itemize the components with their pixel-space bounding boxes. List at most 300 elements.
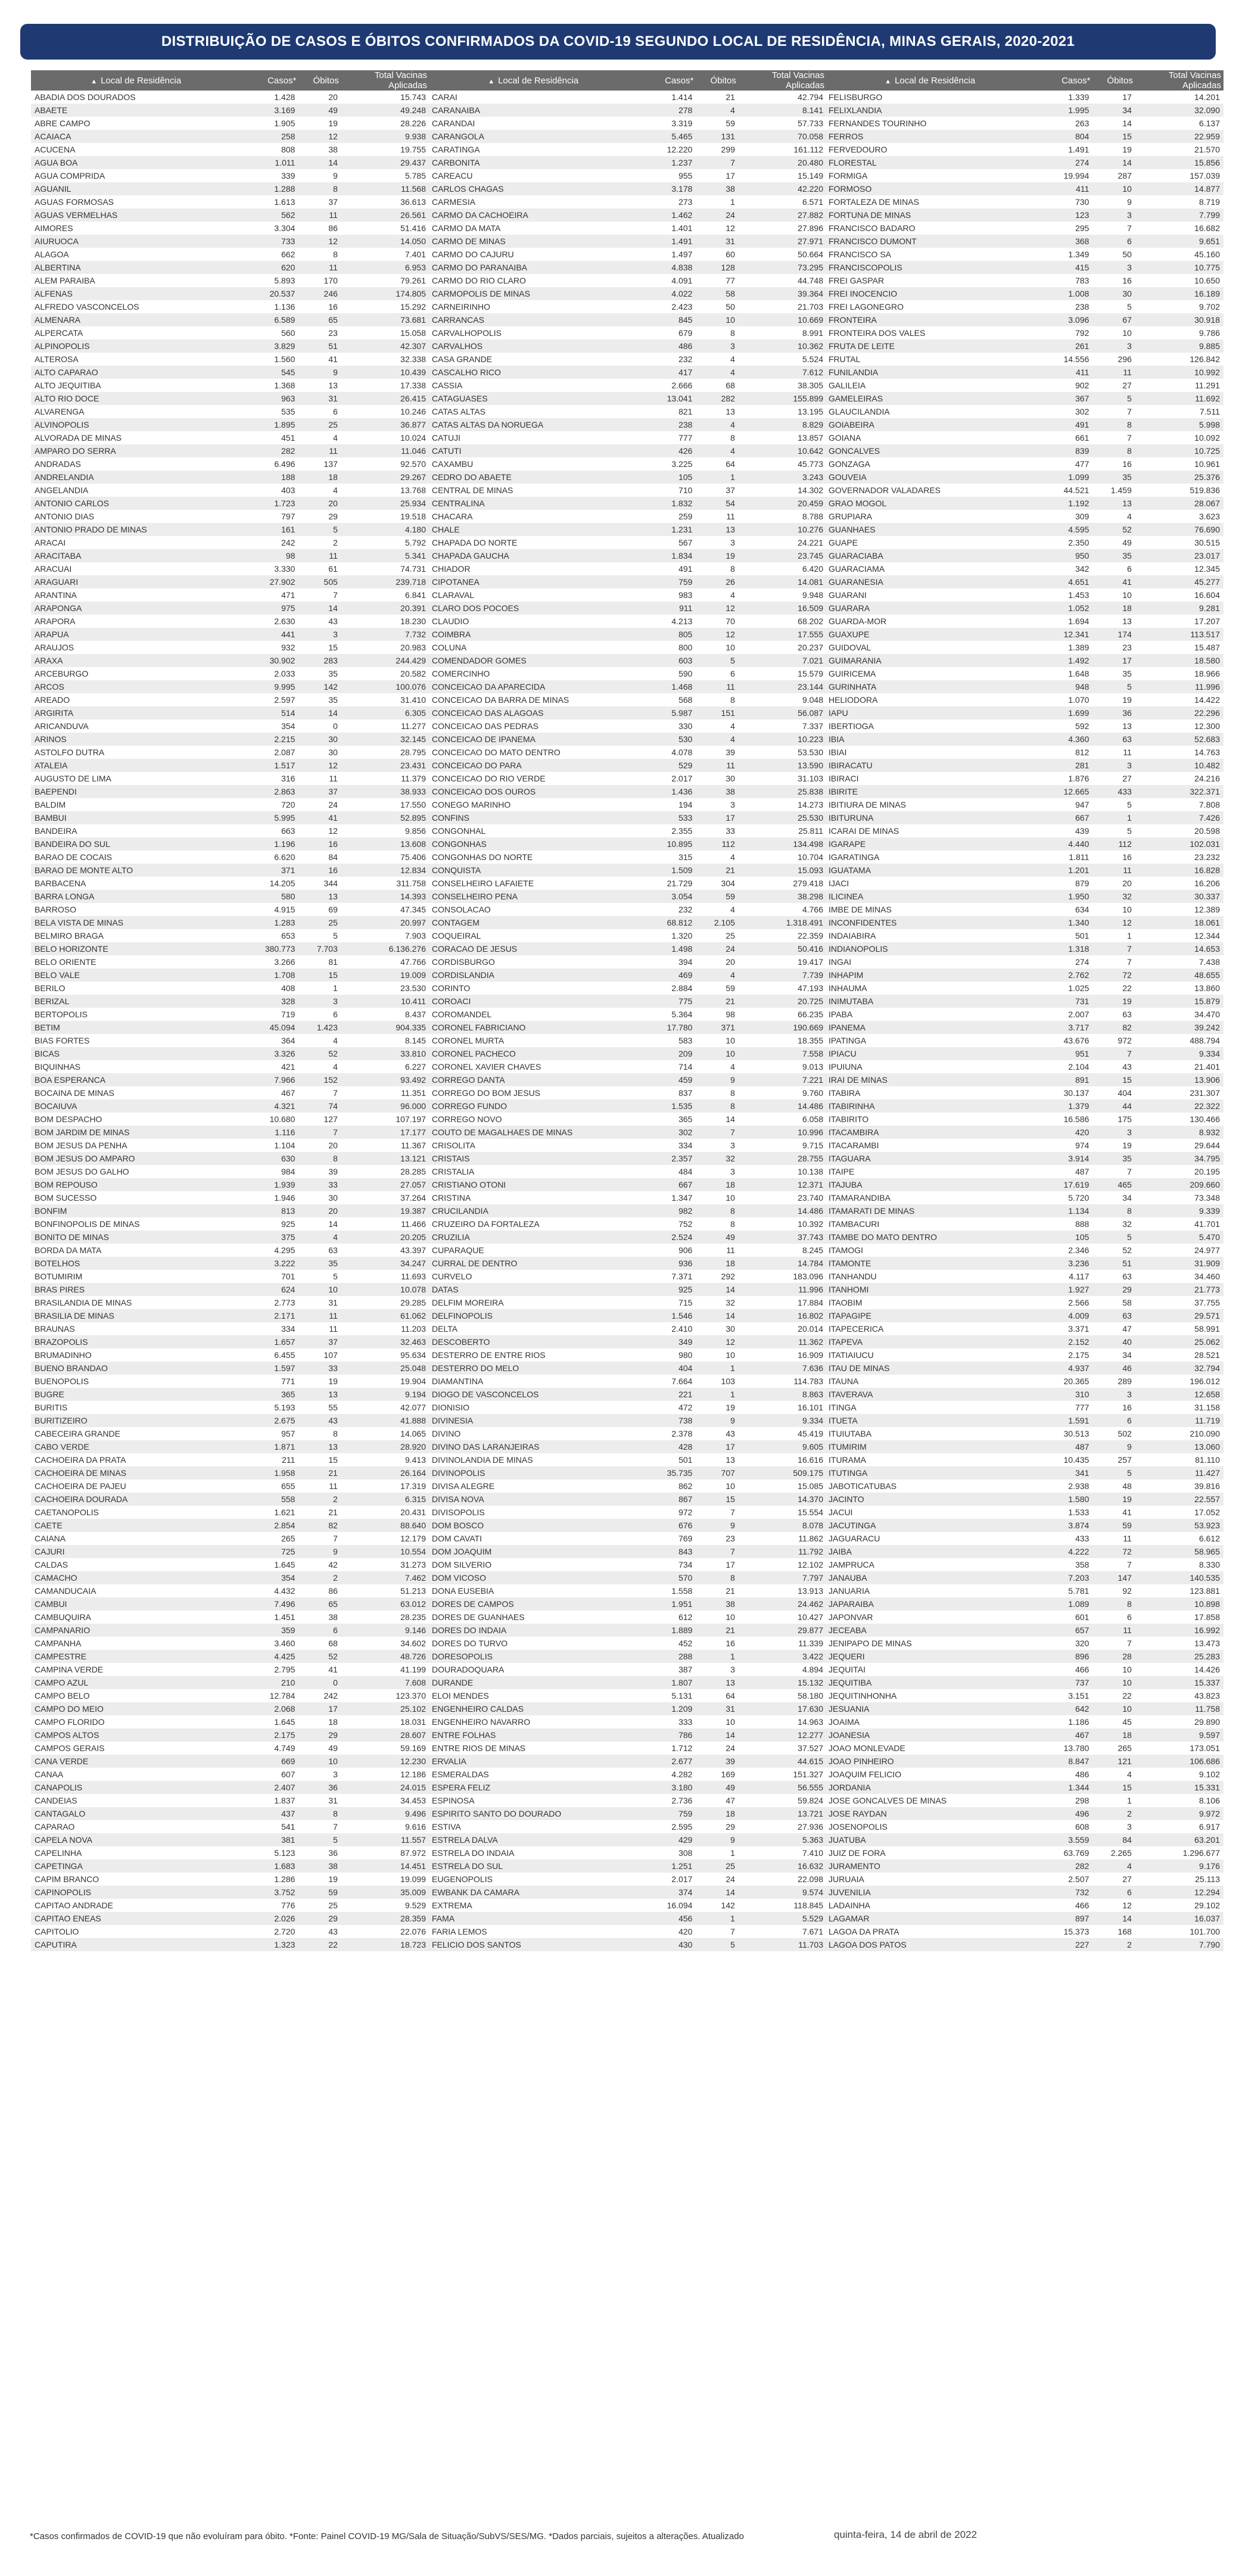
cell-cases: 1.134 <box>1035 1204 1092 1217</box>
cell-location: IJACI <box>829 879 849 888</box>
cell-vaccines: 5.341 <box>341 549 429 562</box>
table-row <box>31 864 429 877</box>
cell-cases: 1.251 <box>638 1859 696 1873</box>
cell-cases: 1.834 <box>638 549 696 562</box>
cell-location: ESPERA FELIZ <box>428 1781 638 1794</box>
cell-deaths: 502 <box>1117 1429 1132 1438</box>
cell-cases: 417 <box>638 366 696 379</box>
cell-cases: 467 <box>1035 1728 1092 1742</box>
cell-vaccines: 26.164 <box>341 1466 429 1479</box>
cell-location: ITAMBE DO MATO DENTRO <box>825 1231 1035 1244</box>
header-deaths[interactable] <box>1092 70 1135 91</box>
cell-deaths: 3 <box>1092 1126 1135 1139</box>
table-row <box>428 772 827 785</box>
cell-deaths: 10 <box>1122 1665 1132 1674</box>
cell-deaths: 12 <box>696 602 738 615</box>
table-row <box>31 1938 429 1951</box>
sort-ascending-icon[interactable]: ▲ <box>91 77 98 85</box>
cell-deaths: 13 <box>328 381 338 390</box>
cell-vaccines: 17.884 <box>798 1298 823 1307</box>
table-row <box>31 353 429 366</box>
header-cases[interactable] <box>1035 70 1092 91</box>
cell-deaths: 24 <box>726 1743 735 1753</box>
cell-cases: 1.837 <box>274 1796 295 1805</box>
cell-cases: 30.137 <box>1063 1088 1089 1098</box>
cell-location: CAMBUI <box>31 1597 241 1611</box>
cell-location: BELO HORIZONTE <box>31 942 241 955</box>
cell-vaccines: 157.039 <box>1190 171 1220 180</box>
cell-location: BRASILIA DE MINAS <box>31 1309 241 1322</box>
cell-cases: 3.178 <box>638 182 696 195</box>
cell-deaths: 15 <box>328 1455 338 1465</box>
cell-cases: 1.008 <box>1035 287 1092 300</box>
table-row <box>428 1178 827 1191</box>
cell-location: ESTRELA DO INDAIA <box>432 1848 515 1858</box>
cell-cases: 4.440 <box>1035 837 1092 851</box>
table-row <box>825 156 1223 169</box>
cell-cases: 777 <box>1075 1403 1089 1412</box>
cell-cases: 63.769 <box>1063 1848 1089 1858</box>
cell-location: ALVINOPOLIS <box>31 418 241 431</box>
header-deaths[interactable] <box>298 70 341 91</box>
cell-location: CACHOEIRA DE MINAS <box>31 1466 241 1479</box>
table-row <box>31 379 429 392</box>
cell-cases: 1.379 <box>1035 1099 1092 1113</box>
cell-vaccines: 13.906 <box>1135 1073 1223 1086</box>
table-row <box>31 759 429 772</box>
header-label: Casos* <box>267 75 297 86</box>
cell-vaccines: 9.529 <box>404 1901 426 1910</box>
cell-deaths: 257 <box>1117 1455 1132 1465</box>
cell-cases: 501 <box>1075 931 1089 940</box>
header-location[interactable] <box>31 70 241 91</box>
cell-vaccines: 42.307 <box>341 339 429 353</box>
cell-vaccines: 322.371 <box>1135 785 1223 798</box>
cell-vaccines: 14.201 <box>1194 92 1220 102</box>
table-row <box>825 562 1223 575</box>
cell-deaths: 5 <box>1127 800 1132 809</box>
cell-vaccines: 9.715 <box>802 1141 823 1150</box>
cell-location: FLORESTAL <box>825 156 1035 169</box>
cell-location: GRAO MOGOL <box>825 497 1035 510</box>
cell-cases: 342 <box>1075 564 1089 574</box>
cell-deaths: 61 <box>328 564 338 574</box>
cell-location: ENTRE RIOS DE MINAS <box>432 1743 526 1753</box>
table-row <box>428 1139 827 1152</box>
cell-location: ITAOBIM <box>829 1298 863 1307</box>
cell-cases: 486 <box>638 339 696 353</box>
cell-cases: 1.209 <box>638 1702 696 1715</box>
cell-vaccines: 30.337 <box>1135 890 1223 903</box>
table-row <box>428 1728 827 1742</box>
cell-vaccines: 161.112 <box>793 145 823 154</box>
cell-vaccines: 23.740 <box>798 1193 823 1203</box>
cell-deaths: 17 <box>726 171 735 180</box>
cell-location: CAMPANHA <box>35 1639 82 1648</box>
table-row <box>825 1257 1223 1270</box>
table-row <box>31 1086 429 1099</box>
cell-vaccines: 10.482 <box>1135 759 1223 772</box>
cell-location: DIVINO DAS LARANJEIRAS <box>428 1440 638 1453</box>
table-row <box>825 851 1223 864</box>
cell-cases: 1.237 <box>638 156 696 169</box>
cell-vaccines: 14.370 <box>739 1493 827 1506</box>
cell-cases: 467 <box>281 1088 295 1098</box>
cell-location: ARAXA <box>31 654 241 667</box>
cell-cases: 310 <box>1035 1388 1092 1401</box>
table-row <box>428 104 827 117</box>
cell-vaccines: 32.090 <box>1135 104 1223 117</box>
cell-vaccines: 101.700 <box>1190 1927 1220 1936</box>
table-row <box>825 1938 1223 1951</box>
cell-deaths: 19 <box>696 549 738 562</box>
cell-vaccines: 9.496 <box>341 1807 429 1820</box>
cell-cases: 98 <box>241 549 298 562</box>
cell-cases: 4.425 <box>241 1650 298 1663</box>
table-row <box>825 91 1223 104</box>
cell-cases: 777 <box>678 433 693 443</box>
table-row <box>428 759 827 772</box>
cell-cases: 4.915 <box>274 905 295 914</box>
cell-location: CRISTIANO OTONI <box>428 1178 638 1191</box>
cell-location: DESCOBERTO <box>428 1335 638 1348</box>
cell-cases: 951 <box>1035 1047 1092 1060</box>
cell-vaccines: 14.763 <box>1194 747 1220 757</box>
cell-deaths: 433 <box>1092 785 1135 798</box>
table-row <box>31 1912 429 1925</box>
cell-cases: 925 <box>638 1283 696 1296</box>
cell-location: DURANDE <box>428 1676 638 1689</box>
table-row <box>31 995 429 1008</box>
table-row <box>31 1008 429 1021</box>
cell-vaccines: 6.137 <box>1198 119 1220 128</box>
cell-vaccines: 79.261 <box>400 276 426 285</box>
table-row <box>825 353 1223 366</box>
header-cases[interactable] <box>241 70 298 91</box>
cell-deaths: 0 <box>333 721 338 731</box>
cell-cases: 1.811 <box>1069 852 1089 862</box>
cell-vaccines: 5.529 <box>739 1912 827 1925</box>
cell-location: JOAO MONLEVADE <box>829 1743 905 1753</box>
cell-cases: 1.723 <box>241 497 298 510</box>
cell-cases: 259 <box>678 512 693 521</box>
cell-vaccines: 14.426 <box>1194 1665 1220 1674</box>
cell-vaccines: 18.966 <box>1194 669 1220 678</box>
cell-location: CURVELO <box>432 1272 472 1281</box>
cell-cases: 1.889 <box>638 1624 696 1637</box>
cell-location: GUARACIAMA <box>829 564 885 574</box>
cell-deaths: 51 <box>1092 1257 1135 1270</box>
header-location[interactable] <box>825 70 1035 91</box>
cell-vaccines: 42.077 <box>400 1403 426 1412</box>
cell-deaths: 58 <box>1122 1298 1132 1307</box>
cell-location: FUNILANDIA <box>825 366 1035 379</box>
table-row <box>428 746 827 759</box>
cell-location: BARRA LONGA <box>31 890 241 903</box>
cell-location: CAMPINA VERDE <box>35 1665 104 1674</box>
cell-vaccines: 20.582 <box>400 669 426 678</box>
cell-deaths: 12 <box>328 826 338 836</box>
cell-deaths: 59 <box>1092 1519 1135 1532</box>
cell-location: ARACUAI <box>35 564 72 574</box>
cell-deaths: 2.105 <box>696 916 738 929</box>
cell-deaths: 5 <box>1092 1466 1135 1479</box>
table-row <box>31 811 429 824</box>
header-label: Óbitos <box>313 75 339 86</box>
cell-cases: 4.282 <box>671 1770 693 1779</box>
cell-deaths: 1.423 <box>298 1021 341 1034</box>
cell-deaths: 11 <box>298 1309 341 1322</box>
cell-deaths: 5 <box>1092 680 1135 693</box>
cell-vaccines: 21.401 <box>1194 1062 1220 1071</box>
table-row <box>428 1322 827 1335</box>
cell-deaths: 3 <box>298 628 341 641</box>
cell-vaccines: 5.524 <box>802 354 823 364</box>
header-label: Casos* <box>1061 75 1091 86</box>
cell-vaccines: 15.132 <box>739 1676 827 1689</box>
cell-deaths: 168 <box>1117 1927 1132 1936</box>
cell-deaths: 18 <box>696 1178 738 1191</box>
cell-cases: 714 <box>678 1062 693 1071</box>
cell-cases: 624 <box>241 1283 298 1296</box>
cell-cases: 839 <box>1035 444 1092 457</box>
cell-deaths: 39 <box>696 1755 738 1768</box>
cell-cases: 4.432 <box>274 1586 295 1596</box>
cell-location: ITAU DE MINAS <box>825 1362 1035 1375</box>
table-row <box>825 339 1223 353</box>
cell-deaths: 17 <box>298 1702 341 1715</box>
cell-vaccines: 27.057 <box>341 1178 429 1191</box>
cell-location: INGAI <box>829 957 852 967</box>
cell-location: ESTIVA <box>432 1822 461 1831</box>
cell-vaccines: 8.788 <box>802 512 823 521</box>
cell-location: IBIRACI <box>829 774 859 783</box>
cell-vaccines: 59.824 <box>798 1796 823 1805</box>
cell-vaccines: 9.760 <box>802 1088 823 1098</box>
cell-vaccines: 123.370 <box>396 1691 426 1700</box>
cell-vaccines: 13.721 <box>739 1807 827 1820</box>
table-row <box>428 1676 827 1689</box>
cell-deaths: 16 <box>1122 852 1132 862</box>
cell-deaths: 7 <box>1127 1560 1132 1569</box>
cell-deaths: 17 <box>1092 654 1135 667</box>
cell-cases: 4.321 <box>241 1099 298 1113</box>
cell-deaths: 299 <box>721 145 735 154</box>
cell-location: GUIRICEMA <box>829 669 876 678</box>
cell-location: CAJURI <box>31 1545 241 1558</box>
cell-location: ENGENHEIRO NAVARRO <box>432 1717 531 1727</box>
cell-vaccines: 16.632 <box>739 1859 827 1873</box>
cell-location: BOTUMIRIM <box>35 1272 83 1281</box>
cell-deaths: 51 <box>298 339 341 353</box>
cell-deaths: 15 <box>328 643 338 652</box>
table-row <box>428 1702 827 1715</box>
cell-vaccines: 14.081 <box>739 575 827 588</box>
cell-vaccines: 3.243 <box>739 471 827 484</box>
cell-deaths: 13 <box>298 890 341 903</box>
cell-deaths: 82 <box>298 1519 341 1532</box>
table-row <box>428 1637 827 1650</box>
cell-deaths: 41 <box>328 354 338 364</box>
cell-vaccines: 10.961 <box>1194 459 1220 469</box>
cell-location: JABOTICATUBAS <box>829 1481 897 1491</box>
cell-cases: 274 <box>1035 156 1092 169</box>
cell-cases: 13.041 <box>638 392 696 405</box>
cell-cases: 282 <box>1035 1859 1092 1873</box>
cell-cases: 2.675 <box>241 1414 298 1427</box>
table-row <box>825 1715 1223 1728</box>
cell-deaths: 7 <box>333 1822 338 1831</box>
cell-vaccines: 28.359 <box>341 1912 429 1925</box>
cell-vaccines: 53.530 <box>798 747 823 757</box>
cell-vaccines: 48.655 <box>1135 968 1223 982</box>
cell-location: ESMERALDAS <box>432 1770 489 1779</box>
cell-deaths: 70 <box>726 616 735 626</box>
cell-vaccines: 76.690 <box>1135 523 1223 536</box>
cell-vaccines: 9.938 <box>341 130 429 143</box>
cell-cases: 701 <box>281 1272 295 1281</box>
cell-location: DOM JOAQUIM <box>428 1545 638 1558</box>
cell-cases: 211 <box>282 1455 295 1465</box>
cell-cases: 1.318 <box>1035 942 1092 955</box>
cell-location: ITAMBACURI <box>829 1219 880 1229</box>
header-vaccines[interactable] <box>341 70 429 91</box>
table-row <box>428 654 827 667</box>
cell-location: BOM JESUS DA PENHA <box>35 1141 127 1150</box>
cell-vaccines: 9.786 <box>1198 328 1220 338</box>
cell-deaths: 10 <box>726 1717 735 1727</box>
cell-location: BELO ORIENTE <box>35 957 96 967</box>
cell-vaccines: 28.607 <box>341 1728 429 1742</box>
cell-deaths: 37 <box>298 1335 341 1348</box>
header-location[interactable] <box>428 70 638 91</box>
cell-deaths: 10 <box>1122 905 1132 914</box>
cell-location: BOCAIUVA <box>31 1099 241 1113</box>
sort-ascending-icon[interactable]: ▲ <box>885 77 892 85</box>
table-row <box>825 300 1223 313</box>
cell-deaths: 16 <box>298 837 341 851</box>
cell-location: CORREGO FUNDO <box>428 1099 638 1113</box>
cell-location: BANDEIRA DO SUL <box>31 837 241 851</box>
cell-vaccines: 7.410 <box>802 1848 823 1858</box>
cell-deaths: 43 <box>1122 1062 1132 1071</box>
cell-cases: 1.951 <box>638 1597 696 1611</box>
cell-deaths: 17 <box>726 1560 735 1569</box>
cell-location: CAREACU <box>432 171 473 180</box>
cell-cases: 316 <box>281 774 295 783</box>
cell-deaths: 7 <box>1127 407 1132 416</box>
cell-cases: 3.304 <box>274 223 295 233</box>
cell-deaths: 17 <box>696 1440 738 1453</box>
cell-location: ILICINEA <box>825 890 1035 903</box>
cell-vaccines: 73.348 <box>1194 1193 1220 1203</box>
table-row <box>428 1742 827 1755</box>
cell-location: CAPARAO <box>35 1822 75 1831</box>
cell-vaccines: 9.616 <box>404 1822 426 1831</box>
cell-deaths: 13 <box>696 1676 738 1689</box>
cell-location: COIMBRA <box>428 628 638 641</box>
cell-location: JEQUITIBA <box>825 1676 1035 1689</box>
cell-location: IRAI DE MINAS <box>825 1073 1035 1086</box>
sort-ascending-icon[interactable]: ▲ <box>488 77 495 85</box>
header-vaccines[interactable] <box>739 70 827 91</box>
cell-vaccines: 6.841 <box>404 590 426 600</box>
table-row <box>31 1532 429 1545</box>
cell-cases: 466 <box>1075 1665 1089 1674</box>
cell-vaccines: 12.834 <box>341 864 429 877</box>
cell-location: INDIANOPOLIS <box>825 942 1035 955</box>
header-deaths[interactable] <box>696 70 738 91</box>
cell-cases: 1.347 <box>671 1193 693 1203</box>
cell-deaths: 16 <box>1122 459 1132 469</box>
table-row <box>428 1309 827 1322</box>
table-row <box>31 1414 429 1427</box>
cell-cases: 415 <box>1035 261 1092 274</box>
cell-deaths: 14 <box>1092 156 1135 169</box>
cell-vaccines: 12.277 <box>739 1728 827 1742</box>
header-vaccines[interactable] <box>1135 70 1223 91</box>
cell-cases: 4.222 <box>1035 1545 1092 1558</box>
cell-cases: 759 <box>638 575 696 588</box>
table-row <box>825 1021 1223 1034</box>
cell-cases: 1.468 <box>638 680 696 693</box>
table-row <box>31 706 429 719</box>
table-row <box>428 615 827 628</box>
cell-vaccines: 23.017 <box>1135 549 1223 562</box>
cell-deaths: 14 <box>298 706 341 719</box>
cell-vaccines: 13.857 <box>798 433 823 443</box>
cell-cases: 583 <box>678 1036 693 1045</box>
table-row <box>825 1204 1223 1217</box>
cell-cases: 653 <box>281 931 295 940</box>
table-row <box>31 1899 429 1912</box>
data-table <box>428 70 827 1951</box>
cell-cases: 308 <box>678 1848 693 1858</box>
cell-cases: 1.648 <box>1068 669 1089 678</box>
cell-deaths: 34 <box>1122 1193 1132 1203</box>
cell-vaccines: 28.795 <box>400 747 426 757</box>
table-row <box>825 195 1223 208</box>
table-row <box>428 418 827 431</box>
cell-location: BRAZOPOLIS <box>31 1335 241 1348</box>
cell-vaccines: 6.315 <box>341 1493 429 1506</box>
cell-deaths: 242 <box>323 1691 338 1700</box>
table-row <box>428 1257 827 1270</box>
cell-vaccines: 12.179 <box>400 1534 426 1543</box>
cell-location: CORACAO DE JESUS <box>428 942 638 955</box>
cell-deaths: 6 <box>333 407 338 416</box>
cell-cases: 558 <box>241 1493 298 1506</box>
cell-vaccines: 239.718 <box>341 575 429 588</box>
table-row <box>31 1191 429 1204</box>
cell-location: CONFINS <box>428 811 638 824</box>
table-row <box>428 300 827 313</box>
cell-location: DONA EUSEBIA <box>432 1586 494 1596</box>
cell-vaccines: 38.305 <box>798 381 823 390</box>
table-row <box>825 143 1223 156</box>
table-row <box>428 1768 827 1781</box>
header-cases[interactable] <box>638 70 696 91</box>
cell-cases: 1.876 <box>1068 774 1089 783</box>
table-row <box>825 549 1223 562</box>
cell-vaccines: 11.379 <box>401 774 426 783</box>
table-row <box>31 1296 429 1309</box>
cell-location: GRUPIARA <box>829 512 873 521</box>
cell-deaths: 14 <box>726 1114 735 1124</box>
cell-vaccines: 27.936 <box>798 1822 823 1831</box>
table-row <box>31 549 429 562</box>
cell-deaths: 8 <box>730 695 735 705</box>
